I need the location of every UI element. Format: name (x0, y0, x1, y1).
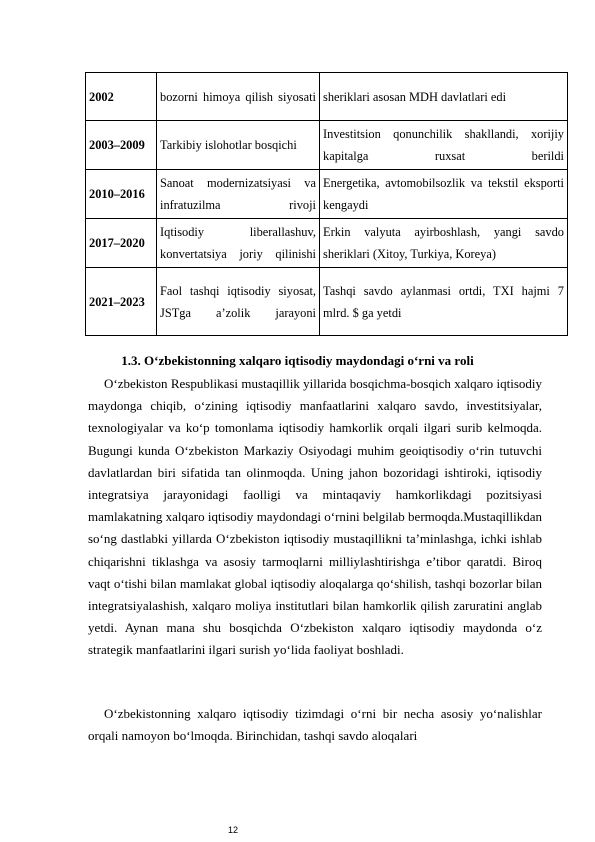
table-row (86, 219, 568, 268)
event-cell: Faol tashqi iqtisodiy siyosat, JSTga a’zolik jarayoni (157, 268, 320, 336)
year-cell: 2010–2016 (86, 170, 157, 219)
detail-cell: Erkin valyuta ayirboshlash, yangi savdo sheriklari (Xitoy, Turkiya, Koreya) (320, 219, 568, 268)
history-table (85, 72, 568, 336)
detail-cell: Investitsion qonunchilik shakllandi, xorijiy kapitalga ruxsat berildi (320, 121, 568, 170)
year-cell: 2002 (86, 73, 157, 121)
event-cell: bozorni himoya qilish siyosati (157, 73, 320, 121)
year-cell: 2003–2009 (86, 121, 157, 170)
body-paragraph: O‘zbekistonning xalqaro iqtisodiy tizimdagi o‘rni bir necha asosiy yo‘nalishlar orqali namoyon bo‘lmoqda. Birinchidan, tashqi savdo aloqalari (88, 706, 542, 744)
table-row (86, 121, 568, 170)
detail-cell: Energetika, avtomobilsozlik va tekstil eksporti kengaydi (320, 170, 568, 219)
detail-cell: Tashqi savdo aylanmasi ortdi, TXI hajmi 7 mlrd. $ ga yetdi (320, 268, 568, 336)
event-cell: Tarkibiy islohotlar bosqichi (157, 121, 320, 170)
table-row (86, 268, 568, 336)
table-row (86, 170, 568, 219)
year-cell: 2017–2020 (86, 219, 157, 268)
event-cell: Iqtisodiy liberallashuv, konvertatsiya joriy qilinishi (157, 219, 320, 268)
detail-cell: sheriklari asosan MDH davlatlari edi (320, 73, 568, 121)
year-cell: 2021–2023 (86, 268, 157, 336)
section-heading: 1.3. O‘zbekistonning xalqaro iqtisodiy maydondagi o‘rni va roli (121, 353, 474, 368)
page-number: 12 (228, 825, 239, 835)
body-paragraph: O‘zbekiston Respublikasi mustaqillik yillarida bosqichma-bosqich xalqaro iqtisodiy maydonga chiqib, o‘zining iqtisodiy manfaatlarini xalqaro savdo, investitsiyalar, texnologiyalar va ko‘p tomonlama iqtisodiy hamkorlik orqali ilgari surib kelmoqda. Bugungi kunda O‘zbekiston Markaziy Osiyodagi muhim geoiqtisodiy o‘rin tutuvchi davlatlardan biri sifatida tan olinmoqda. Uning jahon bozoridagi ishtiroki, iqtisodiy integratsiya jarayonidagi faolligi va mintaqaviy hamkorlikdagi pozitsiyasi mamlakatning xalqaro iqtisodiy maydondagi o‘rnini belgilab bermoqda.Mustaqillikdan so‘ng dastlabki yillarda O‘zbekiston iqtisodiy mustaqillikni ta’minlashga, ichki ishlab chiqarishni tiklashga va asosiy tarmoqlarni milliylashtirishga e’tibor qaratdi. Biroq vaqt o‘tishi bilan mamlakat global iqtisodiy aloqalarga qo‘shilish, tashqi bozorlar bilan integratsiyalashish, xalqaro moliya institutlari bilan hamkorlik qilish zaruratini anglab yetdi. Aynan mana shu bosqichda O‘zbekiston xalqaro iqtisodiy maydonda o‘z strategik manfaatlarini ilgari surish yo‘lida faoliyat boshladi. (88, 376, 542, 658)
event-cell: Sanoat modernizatsiyasi va infratuzilma rivoji (157, 170, 320, 219)
table-row (86, 73, 568, 121)
